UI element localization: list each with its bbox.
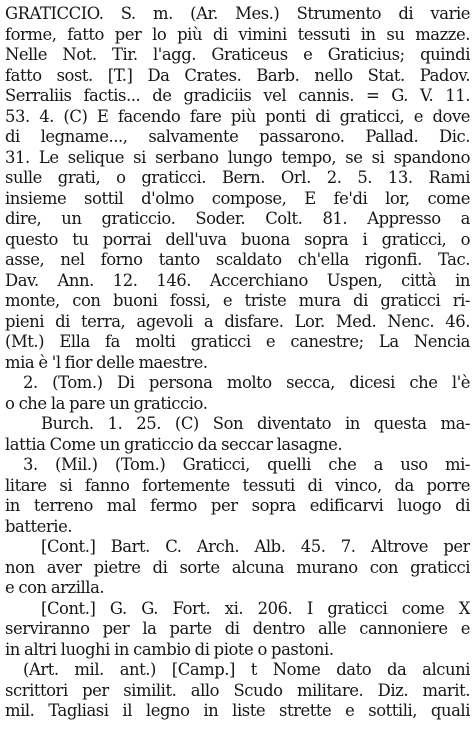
entry-line: questo tu porrai dell'uva buona sopra i graticci, o bbox=[5, 229, 470, 249]
sense-4-line: mil. Tagliasi il legno in liste strette e sottili, quali bbox=[5, 701, 470, 720]
citation-line: lattia Come un graticcio da seccar lasagne. bbox=[5, 434, 343, 454]
entry-line: GRATICCIO. S. m. (Ar. Mes.) Strumento di varie bbox=[5, 4, 470, 23]
sense-4-line: (Art. mil. ant.) [Camp.] t Nome dato da alcuni bbox=[23, 660, 470, 679]
entry-line: monte, con buoni fossi, e triste mura di graticci ri- bbox=[5, 291, 470, 310]
citation-line: non aver pietre di sorte alcuna murano con graticci bbox=[5, 557, 470, 577]
citation-line: e con arzilla. bbox=[5, 578, 105, 597]
citation-line: [Cont.] G. G. Fort. xi. 206. I graticci come X bbox=[41, 598, 470, 618]
dictionary-entry-graticcio bbox=[5, 4, 470, 722]
entry-line: 53. 4. (C) E facendo fare più ponti di graticci, e dove bbox=[5, 106, 470, 126]
sense-3-line: batterie. bbox=[5, 516, 73, 536]
entry-line: mia è 'l fior delle maestre. bbox=[5, 352, 208, 372]
entry-line: Serraliis factis... de gradiciis vel cannis. = G. V. 11. bbox=[5, 86, 470, 105]
entry-line: insieme sottil d'olmo compose, E fe'di lor, come bbox=[5, 188, 470, 208]
citation-line: [Cont.] Bart. C. Arch. Alb. 45. 7. Altrove per bbox=[41, 537, 470, 556]
entry-line: (Mt.) Ella fa molti graticci e canestre; La Nencia bbox=[5, 332, 470, 351]
sense-2-line: o che la pare un graticcio. bbox=[5, 393, 208, 413]
sense-3-line: litare si fanno fortemente tessuti di vinco, da porre bbox=[5, 475, 470, 495]
dictionary-page bbox=[5, 4, 470, 742]
entry-line: Nelle Not. Tir. l'agg. Graticeus e Graticius; quindi bbox=[5, 45, 470, 64]
entry-line: fatto sost. [T.] Da Crates. Barb. nello Stat. Padov. bbox=[5, 65, 470, 85]
entry-line: Dav. Ann. 12. 146. Accerchiano Uspen, città in bbox=[5, 270, 470, 290]
entry-line: dire, un graticcio. Soder. Colt. 81. Appresso a bbox=[5, 209, 470, 228]
sense-3-line: in terreno mal fermo per sopra edificarvi luogo di bbox=[5, 496, 470, 515]
entry-line: sulle grati, o graticci. Bern. Orl. 2. 5. 13. Rami bbox=[5, 168, 470, 187]
entry-line: 31. Le selique si serbano lungo tempo, se si spandono bbox=[5, 147, 470, 167]
sense-3-line: 3. (Mil.) (Tom.) Graticci, quelli che a uso mi- bbox=[23, 455, 470, 474]
citation-line: serviranno per la parte di dentro alle cannoniere e bbox=[5, 619, 470, 638]
entry-line: di legname..., salvamente passarono. Pallad. Dic. bbox=[5, 127, 470, 146]
sense-2-line: 2. (Tom.) Di persona molto secca, dicesi che l'è bbox=[23, 373, 470, 392]
entry-line: pieni di terra, agevoli a disfare. Lor. Med. Nenc. 46. bbox=[5, 311, 470, 331]
entry-line: forme, fatto per lo più di vimini tessuti in su mazze. bbox=[5, 24, 470, 44]
citation-line: in altri luoghi in cambio di piote o pastoni. bbox=[5, 639, 334, 659]
citation-line: Burch. 1. 25. (C) Son diventato in questa ma- bbox=[41, 414, 470, 433]
sense-4-line: scrittori per similit. allo Scudo militare. Diz. marit. bbox=[5, 680, 470, 700]
entry-line: asse, nel forno tanto scaldato ch'ella rigonfi. Tac. bbox=[5, 250, 470, 269]
